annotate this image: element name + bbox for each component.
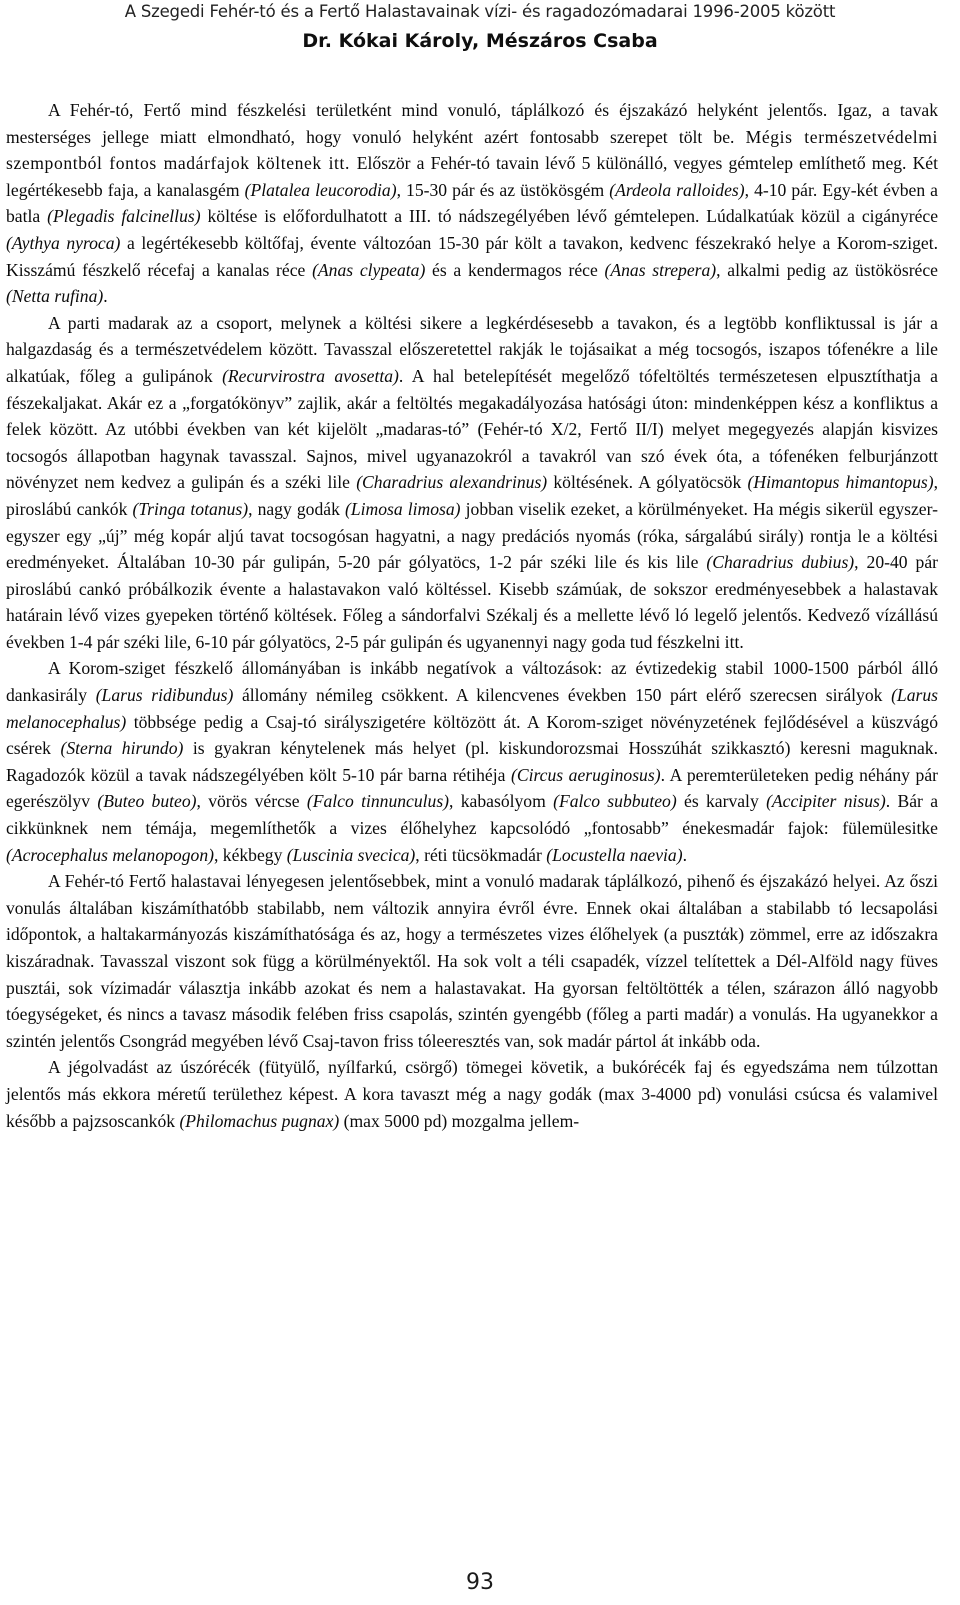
text-run: is gyakran kénytelenek más helyet (pl. kiskundorozsmai Hosszúhát szikkasztó) keresni maguknak. Ragadozók közül a tavak nádszegélyében költ 5-10 pár barna rétihéja <box>6 738 938 785</box>
species-name: (Aythya nyroca) <box>6 232 121 253</box>
text-run: A jégolvadást az úszórécék (fütyülő, nyílfarkú, csörgő) tömegei követik, a bukórécék faj és egyedszáma nem túlzottan jelentős más ekkora méretű területhez képest. A kora tavaszt még a nagy godák (max 3-4000 pd) vonulási csúcsa és valamivel később a pajzsoscankók <box>6 1057 938 1131</box>
text-run: , piroslábú cankók <box>6 472 939 519</box>
text-run: a legértékesebb költőfaj, évente változóan 15-30 pár költ a tavakon, kedvenc fészekrakó helye a Korom-sziget. Kisszámú fészkelő récefaj a kanalas réce <box>6 232 938 280</box>
paragraph <box>6 310 938 656</box>
text-run: (max 5000 pd) mozgalma jellem- <box>339 1110 580 1131</box>
species-name: (Platalea leucorodia) <box>244 179 397 200</box>
text-run: , alkalmi pedig az üstökösréce <box>716 259 938 280</box>
text-run: . A hal betelepítését megelőző tófeltöltés természetesen elpusztíthatja a fészekaljakat. Akár ez a „forgatókönyv” zajlik, akár a feltöltés megakadályozása hatósági úton: mindenképpen kész a konfliktus a felek között. Az utóbbi években van két kijelölt „madaras-tó” (Fehér-tó X/2, Fertő II/I) melyet megegyezés alapján kisvizes tocsogós állapotban hagynak tavasszal. Sajnos, mivel ugyanazokról a tavakról van szó évek óta, a tófenéken felburjánzott növényzet nem kedvez a gulipán és a széki lile <box>6 365 938 493</box>
species-name: (Accipiter nisus) <box>766 791 886 812</box>
species-name: (Charadrius dubius) <box>706 552 855 573</box>
text-run: . <box>103 286 108 307</box>
running-title: A Szegedi Fehér-tó és a Fertő Halastavainak vízi- és ragadozómadarai 1996-2005 között <box>124 2 836 21</box>
authors-line: Dr. Kókai Károly, Mészáros Csaba <box>302 30 658 52</box>
species-name: (Circus aeruginosus) <box>511 764 661 785</box>
species-name: (Luscinia svecica) <box>286 844 416 865</box>
species-name: (Netta rufina) <box>6 286 104 307</box>
text-run: költése is előfordulhatott a III. tó nádszegélyében lévő gémtelepen. Lúdalkatúak közül a cigányréce <box>200 206 939 227</box>
text-run: . A peremterületeken pedig néhány pár egerészölyv <box>6 764 938 812</box>
species-name: (Acrocephalus melanopogon) <box>6 844 214 865</box>
body-text <box>6 97 938 1134</box>
text-run: többsége pedig a Csaj-tó sirályszigetére költözött át. A Korom-sziget növényzetének fejlődésével a küszvágó csérek <box>6 711 938 759</box>
species-name: (Philomachus pugnax) <box>179 1110 340 1131</box>
species-name: (Limosa limosa) <box>344 498 461 519</box>
text-run: , kabasólyom <box>449 791 554 812</box>
text-run: A Fehér-tó, Fertő mind fészkelési területként mind vonuló, táplálkozó és éjszakázó helyként jelentős. Igaz, a tavak mesterséges jellege miatt elmondható, hogy vonuló helyként azért fontosabb szerepet tölt be. <box>6 100 938 147</box>
text-run: jobban viselik ezeket, a körülményeket. Ha mégis sikerül egyszer-egyszer egy „új” még kopár aljú tavat tocsogósan hagyatni, a nagy predációs nyomás (róka, sárgalábú sirály) rontja le a költési eredményeket. Általában 10-30 pár gulipán, 5-20 pár gólyatöcs, 1-2 pár széki lile és kis lile <box>6 498 938 573</box>
species-name: (Falco tinnunculus) <box>306 791 450 812</box>
text-run: , vörös vércse <box>196 791 307 812</box>
text-run: A parti madarak az a csoport, melynek a költési sikere a legkérdésesebb a tavakon, és a legtöbb konfliktussal is jár a halgazdaság és a természetvédelem között. Tavasszal előszeretettel rakják le tojásaikat a még tocsogós, iszapos tófenékre a lile alkatúak, főleg a gulipánok <box>6 312 938 386</box>
species-name: (Himantopus himantopus) <box>747 472 934 493</box>
species-name: (Tringa totanus) <box>132 498 249 519</box>
text-run: és karvaly <box>676 791 767 812</box>
text-run: , réti tücsökmadár <box>415 844 547 865</box>
species-name: (Falco subbuteo) <box>553 791 677 812</box>
text-run: . <box>682 844 687 865</box>
paragraph <box>6 97 938 310</box>
paragraph <box>6 1054 938 1134</box>
text-run: , 15-30 pár és az üstökösgém <box>396 179 610 200</box>
text-run: . Bár a cikkünknek nem témája, megemlíthetők a vizes élőhelyhez kapcsolódó „fontosabb” énekesmadár fajok: fülemülesitke <box>6 791 939 839</box>
text-run: Mégis természetvédelmi szempontból fontos madárfajok költenek itt. <box>6 126 938 174</box>
text-run: és a kendermagos réce <box>425 259 605 280</box>
species-name: (Locustella naevia) <box>546 844 683 865</box>
species-name: (Plegadis falcinellus) <box>47 206 201 227</box>
text-run: állomány némileg csökkent. A kilencvenes években 150 párt elérő szerecsen sirályok <box>233 685 892 706</box>
text-run: A Fehér-tó Fertő halastavai lényegesen jelentősebbek, mint a vonuló madarak táplálkozó, pihenő és éjszakázó helyei. Az őszi vonulás általában kiszámíthatóbb stabilabb, nem változik annyira évről évre. Ennek okai általában a stabilabb tó lecsapolási időpontok, a haltakarmányozás kiszámíthatósága és az, hogy a természetes vizes élőhelyek (a pusztάk) zömmel, erre az időszakra kiszáradnak. Tavasszal viszont sok függ a körülményektől. Ha sok volt a téli csapadék, vízzel telítettek a Dél-Alföld nagy füves pusztái, sok vízimadár választja inkább azokat és nem a halastavakat. Ha gyorsan feltöltötték a télen, szárazon álló nagyobb tóegységeket, és nincs a tavasz második felében friss csapolás, szintén gyengébb (főleg a parti madár) a vonulás. Ha ugyanekkor a szintén jelentős Csongrád megyében lévő Csaj-tavon friss tóleeresztés van, sok madár pártol át inkább oda. <box>6 871 938 1051</box>
text-run: Először a Fehér-tó tavain lévő 5 különálló, vegyes gémtelep említhető meg. Két legértékesebb faja, a kanalasgém <box>6 153 938 200</box>
species-name: (Larus melanocephalus) <box>6 685 938 732</box>
paragraph <box>6 868 938 1054</box>
text-run: , 20-40 pár piroslábú cankó próbálkozik évente a halastavakon való költéssel. Kisebb számúak, de sokszor eredményesebbek a halastavak határain lévő vizes gyepeken történő költések. Főleg a sándorfalvi Székalj és a mellette lévő ló legelő jelentős. Kedvező vízállású években 1-4 pár széki lile, 6-10 pár gólyatöcs, 2-5 pár gulipán és ugyanennyi nagy goda tud fészkelni itt. <box>6 552 938 652</box>
text-run: költésének. A gólyatöcsök <box>547 472 748 493</box>
species-name: (Anas strepera) <box>604 259 717 280</box>
text-run: , kékbegy <box>213 844 287 865</box>
species-name: (Sterna hirundo) <box>60 738 184 759</box>
species-name: (Buteo buteo) <box>97 791 197 812</box>
species-name: (Ardeola ralloides) <box>609 179 745 200</box>
text-run: A Korom-sziget fészkelő állományában is inkább negatívok a változások: az évtizedekig stabil 1000-1500 párból álló dankasirály <box>6 658 938 706</box>
text-run: , 4-10 pár. Egy-két évben a batla <box>6 179 938 227</box>
species-name: (Charadrius alexandrinus) <box>356 472 548 493</box>
text-run: , nagy godák <box>248 498 345 519</box>
species-name: (Recurvirostra avosetta) <box>222 365 399 386</box>
paragraph <box>6 655 938 868</box>
page-number: 93 <box>466 1570 494 1595</box>
species-name: (Anas clypeata) <box>312 259 426 280</box>
species-name: (Larus ridibundus) <box>95 685 234 706</box>
